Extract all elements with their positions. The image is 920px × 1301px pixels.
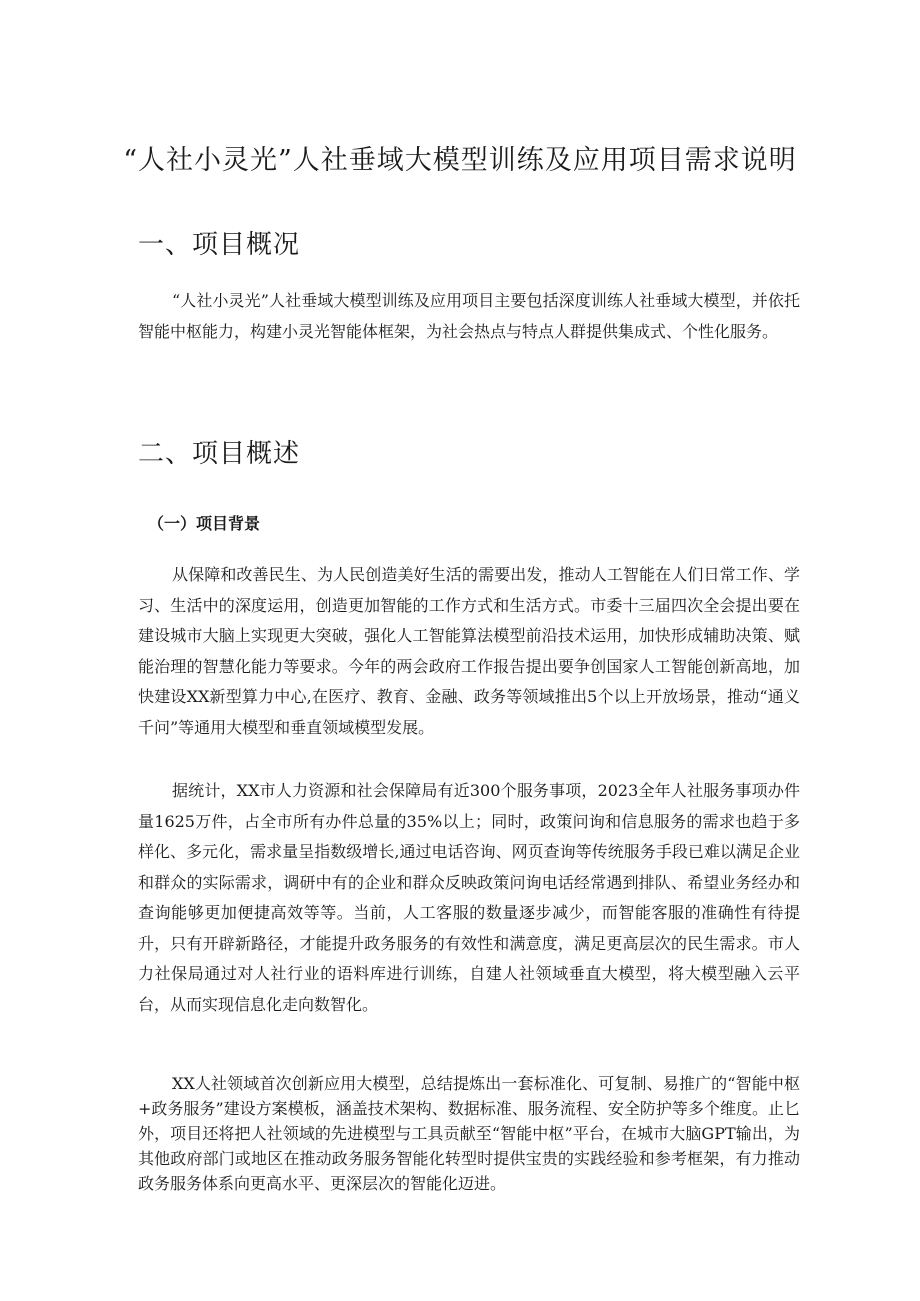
section-heading-overview: 一、项目概况 (138, 230, 301, 260)
paragraph-overview: “人社小灵光”人社垂域大模型训练及应用项目主要包括深度训练人社垂域大模型，并依托智能中枢能力，构建小灵光智能体框架，为社会热点与特点人群提供集成式、个性化服务。 (138, 291, 800, 341)
paragraph-background-3: XX人社领域首次创新应用大模型，总结提炼出一套标准化、可复制、易推广的“智能中枢+政务服务”建设方案模板，涵盖技术架构、数据标准、服务流程、安全防护等多个维度。止匕外，项目还将把人社领域的先进模型与工具贡献至“智能中枢”平台，在城市大脑GPT输出，为其他政府部门或地区在推动政务服务智能化转型时提供宝贵的实践经验和参考框架，有力推动政务服务体系向更高水平、更深层次的智能化迈进。 (138, 1074, 800, 1193)
paragraph-background-1: 从保障和改善民生、为人民创造美好生活的需要出发，推动人工智能在人们日常工作、学习、生活中的深度运用，创造更加智能的工作方式和生活方式。市委十三届四次全会提出要在建设城市大脑上实现更大突破，强化人工智能算法模型前沿技术运用，加快形成辅助决策、赋能治理的智慧化能力等要求。今年的两会政府工作报告提出要争创国家人工智能创新高地，加快建设XX新型算力中心,在医疗、教育、金融、政务等领域推出5个以上开放场景，推动“通义千问”等通用大模型和垂直领域模型发展。 (138, 565, 800, 737)
subsection-heading-background: （一）项目背景 (148, 514, 261, 533)
paragraph-background-2: 据统计，XX市人力资源和社会保障局有近300个服务事项，2023全年人社服务事项办件量1625万件，占全市所有办件总量的35%以上；同时，政策问询和信息服务的需求也趋于多样化、多元化，需求量呈指数级增长,通过电话咨询、网页查询等传统服务手段已难以满足企业和群众的实际需求，调研中有的企业和群众反映政策问询电话经常遇到排队、希望业务经办和查询能够更加便捷高效等等。当前，人工客服的数量逐步减少，而智能客服的准确性有待提升，只有开辟新路径，才能提升政务服务的有效性和满意度，满足更高层次的民生需求。市人力社保局通过对人社行业的语料库进行训练，自建人社领域垂直大模型，将大模型融入云平台，从而实现信息化走向数智化。 (138, 781, 800, 1014)
section-heading-summary: 二、项目概述 (138, 439, 301, 469)
document-title: “人社小灵光”人社垂域大模型训练及应用项目需求说明 (123, 145, 797, 176)
